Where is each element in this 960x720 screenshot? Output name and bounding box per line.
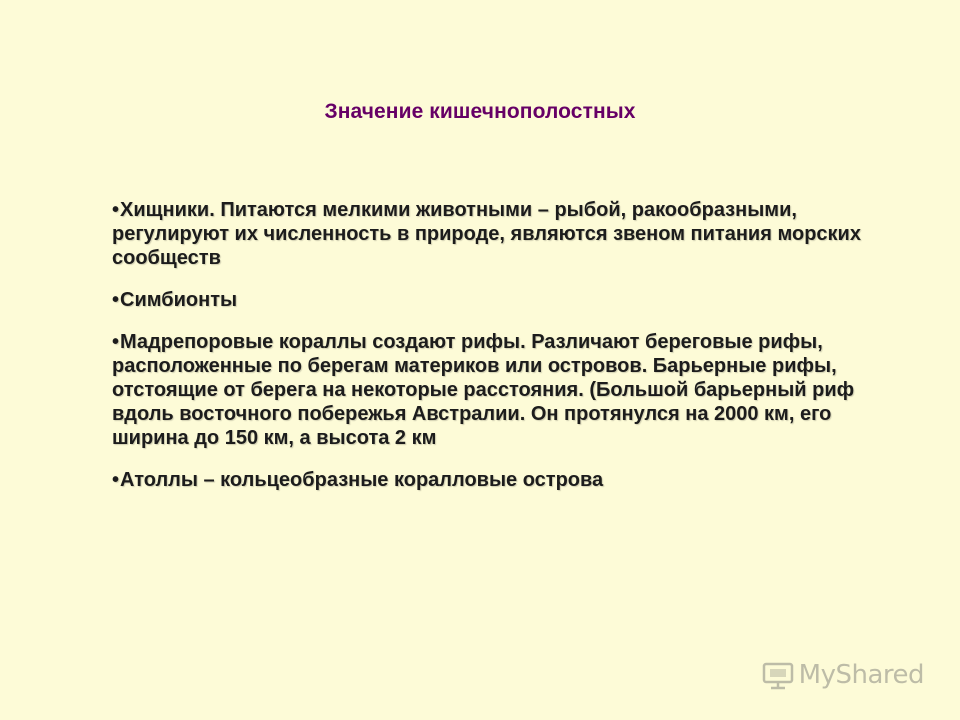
bullet-marker: • (112, 289, 120, 311)
bullet-text: Симбионты (120, 289, 238, 311)
bullet-item-reefs (112, 330, 872, 450)
bullet-item-symbionts (112, 288, 872, 312)
bullet-marker: • (112, 331, 120, 353)
bullet-marker: • (112, 469, 120, 491)
myshared-watermark (761, 660, 924, 690)
bullet-item-predators (112, 198, 872, 270)
bullet-text: Мадрепоровые кораллы создают рифы. Различают береговые рифы, расположенные по берегам материков или островов. Барьерные рифы, отстоящие от берега на некоторые расстояния. (Большой барьерный риф вдоль восточного побережья Австралии. Он протянулся на 2000 км, его ширина до 150 км, а высота 2 км (112, 331, 855, 449)
slide-title: Значение кишечнополостных (324, 100, 636, 123)
bullet-text: Хищники. Питаются мелкими животными – рыбой, ракообразными, регулируют их численность в природе, являются звеном питания морских сообществ (112, 199, 861, 269)
watermark-text: MyShared (798, 660, 924, 690)
presentation-board-icon (761, 660, 795, 690)
bullet-list (112, 198, 872, 510)
bullet-text: Атоллы – кольцеобразные коралловые острова (120, 469, 604, 491)
bullet-item-atolls (112, 468, 872, 492)
bullet-marker: • (112, 199, 120, 221)
